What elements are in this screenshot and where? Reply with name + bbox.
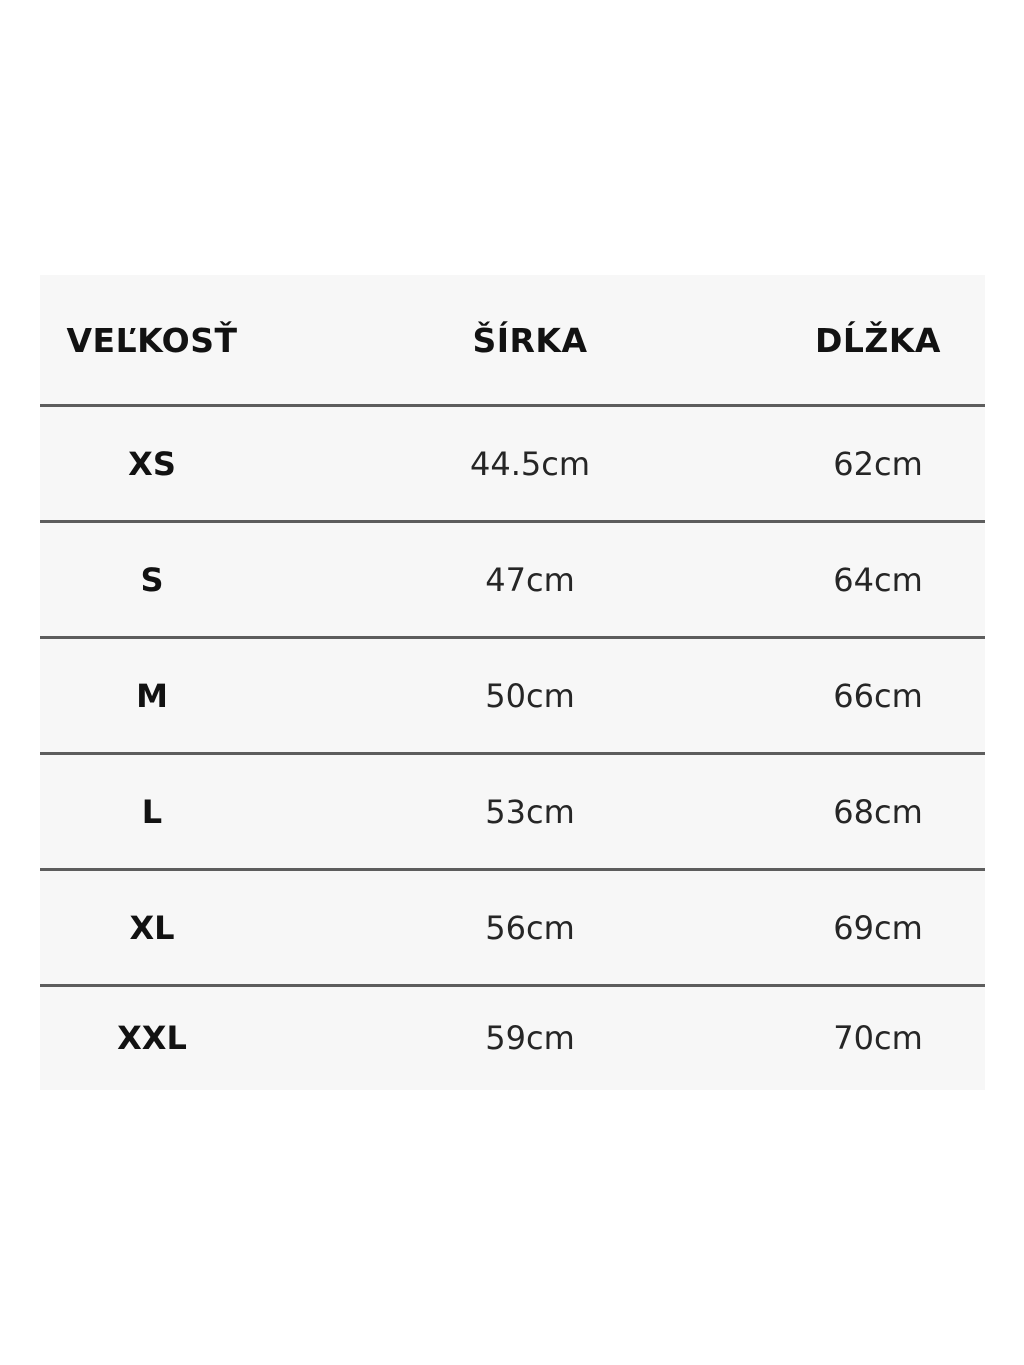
size-cell [51,870,253,986]
header-cell-width [430,275,630,405]
length-cell [778,522,978,638]
length-cell [778,406,978,522]
size-value: S [140,561,164,599]
length-cell [778,754,978,870]
width-cell [430,754,630,870]
width-value: 53cm [485,793,575,831]
size-cell [51,986,253,1090]
length-cell [778,986,978,1090]
width-cell [430,986,630,1090]
width-value: 44.5cm [469,445,590,483]
header-cell-size [51,275,253,405]
size-value: XS [128,445,176,483]
size-value: M [136,677,168,715]
header-cell-length [778,275,978,405]
size-value: XL [129,909,175,947]
header-size-label: VEĽKOSŤ [66,320,238,360]
width-cell [430,522,630,638]
size-cell [51,638,253,754]
width-value: 56cm [485,909,575,947]
table-row [40,406,985,522]
width-value: 47cm [485,561,575,599]
size-chart-table [40,275,985,1090]
width-cell [430,638,630,754]
width-cell [430,406,630,522]
length-cell [778,638,978,754]
header-length-label: DĹŽKA [815,320,941,360]
length-value: 69cm [833,909,923,947]
length-value: 68cm [833,793,923,831]
size-cell [51,522,253,638]
width-cell [430,870,630,986]
width-value: 50cm [485,677,575,715]
table-header-row [40,275,985,405]
table-row [40,522,985,638]
table-row [40,754,985,870]
header-width-label: ŠÍRKA [472,320,588,360]
table-row [40,986,985,1090]
length-value: 62cm [833,445,923,483]
size-cell [51,406,253,522]
length-cell [778,870,978,986]
table-row [40,638,985,754]
size-value: XXL [117,1019,187,1057]
size-value: L [141,793,163,831]
length-value: 66cm [833,677,923,715]
width-value: 59cm [485,1019,575,1057]
length-value: 64cm [833,561,923,599]
table-row [40,870,985,986]
size-cell [51,754,253,870]
length-value: 70cm [833,1019,923,1057]
